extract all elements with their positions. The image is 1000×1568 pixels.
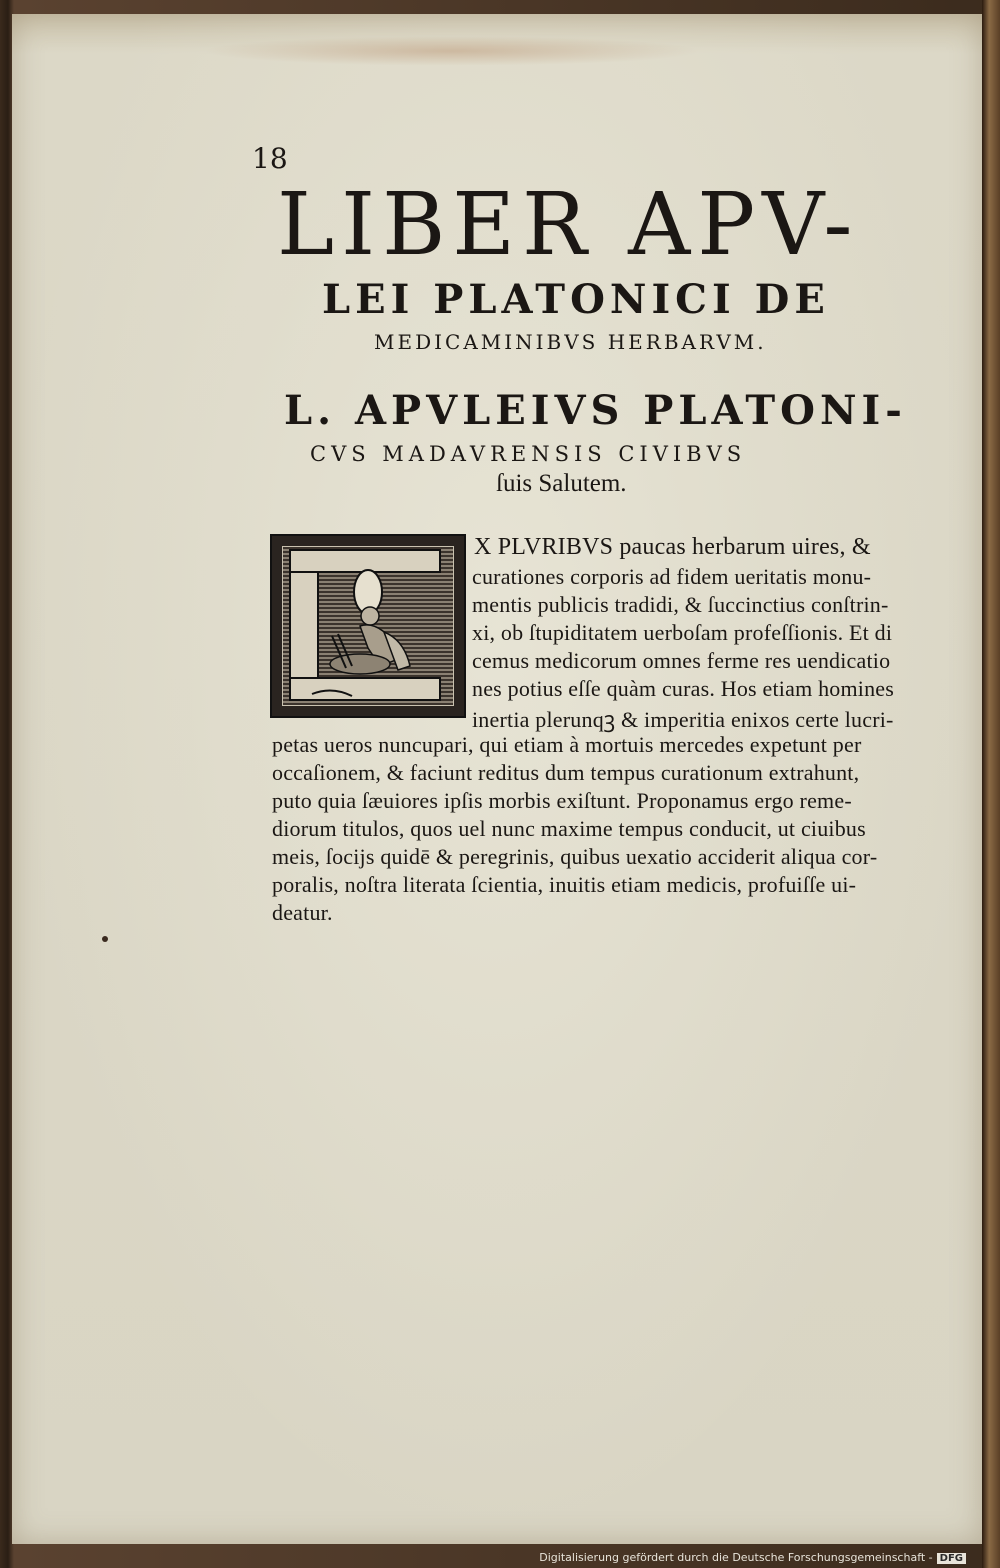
title-line-2: LEI PLATONICI DE bbox=[322, 276, 830, 323]
body-line: mentis publicis tradidi, & ſuccinctius conſtrin- bbox=[472, 592, 889, 617]
book-page bbox=[12, 14, 982, 1544]
body-line: X PLVRIBVS paucas herbarum uires, & bbox=[474, 534, 871, 560]
title-line-1: LIBER APV- bbox=[277, 175, 860, 275]
body-line: nes potius eſſe quàm curas. Hos etiam homines bbox=[472, 676, 895, 701]
body-line: meis, ſocijs quidē & peregrinis, quibus uexatio acciderit aliqua cor- bbox=[272, 844, 878, 869]
heading-line-2: CVS MADAVRENSIS CIVIBVS bbox=[310, 442, 747, 466]
body-line: occaſionem, & faciunt reditus dum tempus curationum extrahunt, bbox=[272, 760, 860, 785]
body-line: poralis, noſtra literata ſcientia, inuitis etiam medicis, profuiſſe ui- bbox=[272, 872, 857, 897]
body-line: deatur. bbox=[272, 900, 333, 925]
page-number: 18 bbox=[252, 142, 288, 175]
body-line: cemus medicorum omnes ferme res uendicatio bbox=[472, 648, 891, 673]
body-line: petas ueros nuncupari, qui etiam à mortuis mercedes expetunt per bbox=[272, 732, 862, 757]
body-line: puto quia ſæuiores ipſis morbis exiſtunt. Proponamus ergo reme- bbox=[272, 788, 852, 813]
woodcut-figure bbox=[272, 536, 464, 716]
body-line: xi, ob ſtupiditatem uerboſam profeſſionis. Et di bbox=[472, 620, 893, 645]
body-line: diorum titulos, quos uel nunc maxime tempus conducit, ut ciuibus bbox=[272, 816, 866, 841]
digitization-credit bbox=[539, 1551, 966, 1564]
heading-line-3: ſuis Salutem. bbox=[496, 470, 627, 497]
body-line: inertia plerunqꝫ & imperitia enixos certe lucri- bbox=[472, 707, 894, 732]
title-line-3: MEDICAMINIBVS HERBARVM. bbox=[374, 330, 767, 354]
woodcut-initial-icon bbox=[270, 534, 466, 718]
page-text bbox=[12, 14, 982, 1544]
dfg-logo-icon: DFG bbox=[937, 1553, 966, 1564]
book-edge bbox=[982, 0, 1000, 1568]
body-line: curationes corporis ad fidem ueritatis monu- bbox=[472, 564, 872, 589]
credit-text: Digitalisierung gefördert durch die Deutsche Forschungsgemeinschaft - bbox=[539, 1551, 933, 1564]
heading-line-1: L. APVLEIVS PLATONI- bbox=[284, 387, 907, 434]
